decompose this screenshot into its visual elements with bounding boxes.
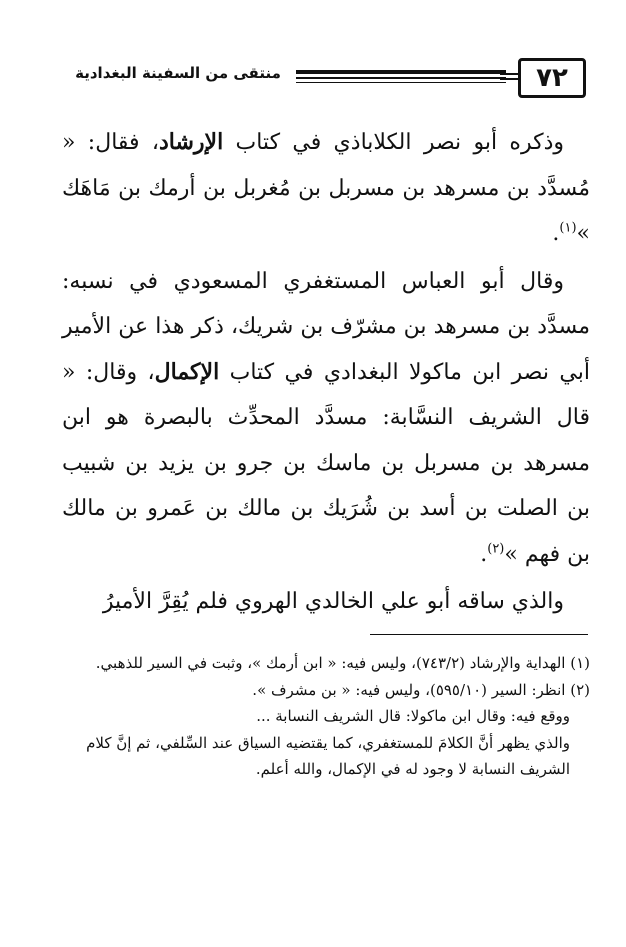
page-number-box: [518, 58, 586, 98]
running-title: منتقى من السفينة البغدادية: [75, 64, 281, 82]
paragraph-2: وقال أبو العباس المستغفري المسعودي في نسبه: مسدَّد بن مسرهد بن مشرّف بن شريك، ذكر هذا عن الأمير أبي نصر ابن ماكولا البغدادي في كتاب الإكمال، وقال: « قال الشريف النسَّابة: مسدَّد المحدِّث بالبصرة هو ابن مسرهد بن مسربل بن ماسك بن جرو بن يزيد بن شبيب بن الصلت بن أسد بن شُرَيك بن مالك بن عَمرو بن مالك بن فهم »$^{(٢)}$.: [62, 268, 590, 567]
book-title-irshad: الإرشاد: [158, 129, 224, 155]
page-number: ٧٢: [536, 63, 568, 93]
footnote-2-line-3: والذي يظهر أنَّ الكلامَ للمستغفري، كما يقتضيه السياق عند السِّلفي، ثم إنَّ كلام الشريف النسابة لا وجود له في الإكمال، والله أعلم.: [86, 733, 570, 778]
paragraph-3: والذي ساقه أبو علي الخالدي الهروي فلم يُقِرَّ الأميرُ: [102, 589, 564, 614]
main-text: [62, 120, 590, 625]
footnote-2-line-1: (٢) انظر: السير (٥٩٥/١٠)، وليس فيه: « بن مشرف ».: [252, 680, 590, 699]
footnote-2-line-2: ووقع فيه: وقال ابن ماكولا: قال الشريف النسابة ...: [256, 707, 570, 725]
footnote-1: (١) الهداية والإرشاد (٧٤٣/٢)، وليس فيه: « ابن أرمك »، وثبت في السير للذهبي.: [95, 654, 590, 672]
footnotes: [46, 650, 590, 783]
running-header: [66, 58, 586, 102]
paragraph-1: وذكره أبو نصر الكلاباذي في كتاب الإرشاد، فقال: « مُسدَّد بن مسرهد بن مسربل بن مُغربل بن أرمك بن مَاهَك »$^{(١)}$.: [62, 129, 590, 246]
book-title-ikmal: الإكمال: [154, 358, 220, 385]
footnote-separator: [370, 634, 588, 635]
note-ref-1: (١): [559, 220, 577, 236]
note-ref-2: (٢): [487, 541, 505, 557]
